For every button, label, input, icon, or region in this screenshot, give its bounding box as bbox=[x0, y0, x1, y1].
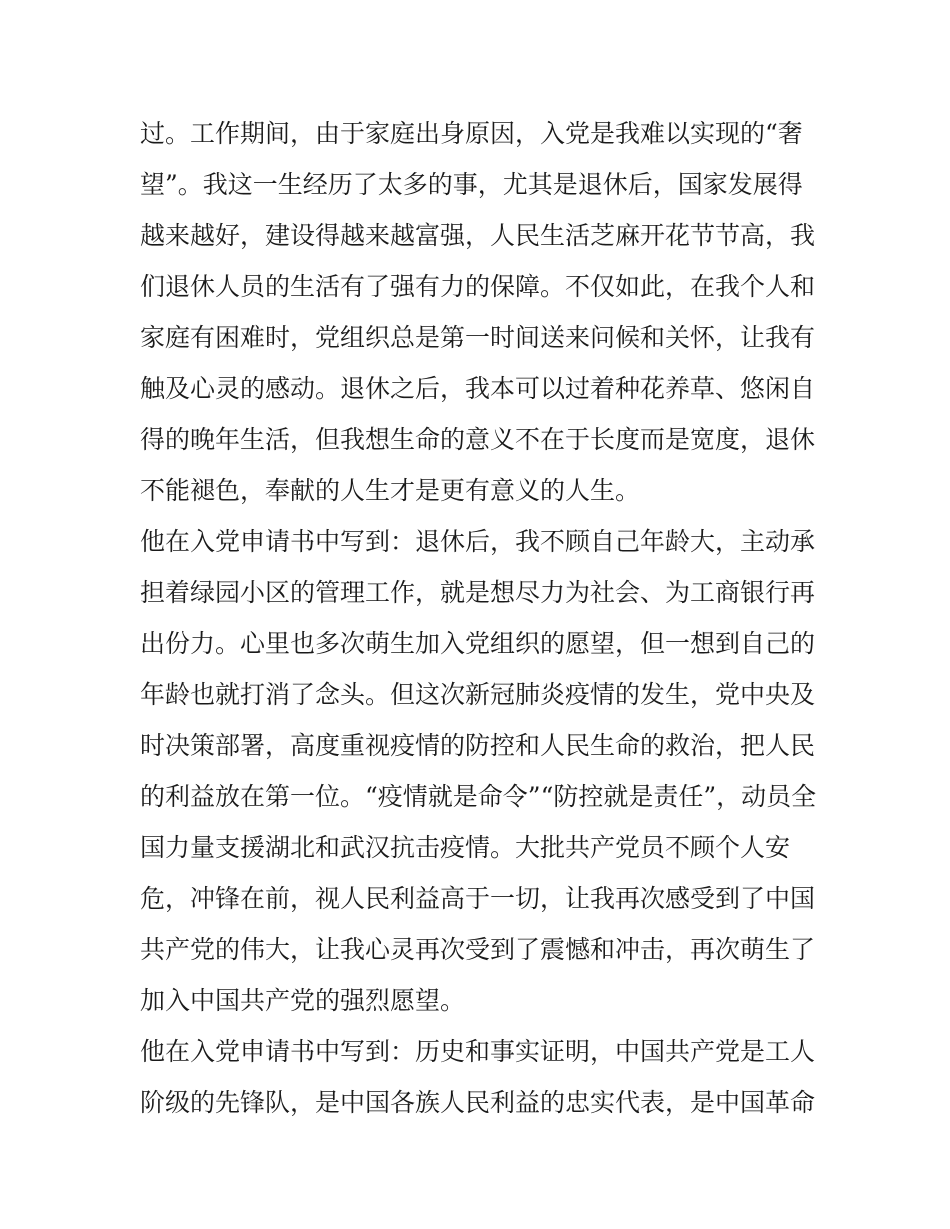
text-line: 年龄也就打消了念头。但这次新冠肺炎疫情的发生，党中央及 bbox=[140, 680, 816, 709]
text-line: 共产党的伟大，让我心灵再次受到了震憾和冲击，再次萌生了 bbox=[140, 935, 816, 964]
text-line: 的利益放在第一位。“疫情就是命令”“防控就是责任”，动员全 bbox=[140, 782, 817, 811]
text-line: 时决策部署，高度重视疫情的防控和人民生命的救治，把人民 bbox=[140, 731, 816, 760]
text-line: 们退休人员的生活有了强有力的保障。不仅如此，在我个人和 bbox=[140, 272, 816, 301]
paragraph-2 bbox=[140, 516, 820, 1026]
text-line: 出份力。心里也多次萌生加入党组织的愿望，但一想到自己的 bbox=[140, 629, 816, 658]
text-line: 触及心灵的感动。退休之后，我本可以过着种花养草、悠闲自 bbox=[140, 374, 816, 403]
text-line: 越来越好，建设得越来越富强，人民生活芝麻开花节节高，我 bbox=[140, 221, 816, 250]
paragraph-3 bbox=[140, 1026, 820, 1128]
document-body bbox=[140, 108, 820, 1128]
text-line: 国力量支援湖北和武汉抗击疫情。大批共产党员不顾个人安 bbox=[140, 833, 791, 862]
text-line: 不能褪色，奉献的人生才是更有意义的人生。 bbox=[140, 476, 641, 505]
text-line: 过。工作期间，由于家庭出身原因，入党是我难以实现的“奢 bbox=[140, 119, 803, 148]
text-line: 担着绿园小区的管理工作，就是想尽力为社会、为工商银行再 bbox=[140, 578, 816, 607]
text-line: 望”。我这一生经历了太多的事，尤其是退休后，国家发展得 bbox=[140, 170, 803, 199]
text-line: 加入中国共产党的强烈愿望。 bbox=[140, 986, 466, 1015]
text-line: 家庭有困难时，党组织总是第一时间送来问候和关怀，让我有 bbox=[140, 323, 816, 352]
text-line: 阶级的先锋队，是中国各族人民利益的忠实代表，是中国革命 bbox=[140, 1088, 816, 1117]
paragraph-1 bbox=[140, 108, 820, 516]
text-line: 他在入党申请书中写到：历史和事实证明，中国共产党是工人 bbox=[140, 1037, 816, 1066]
text-line: 危，冲锋在前，视人民利益高于一切，让我再次感受到了中国 bbox=[140, 884, 816, 913]
text-line: 得的晚年生活，但我想生命的意义不在于长度而是宽度，退休 bbox=[140, 425, 816, 454]
text-line: 他在入党申请书中写到：退休后，我不顾自己年龄大，主动承 bbox=[140, 527, 816, 556]
